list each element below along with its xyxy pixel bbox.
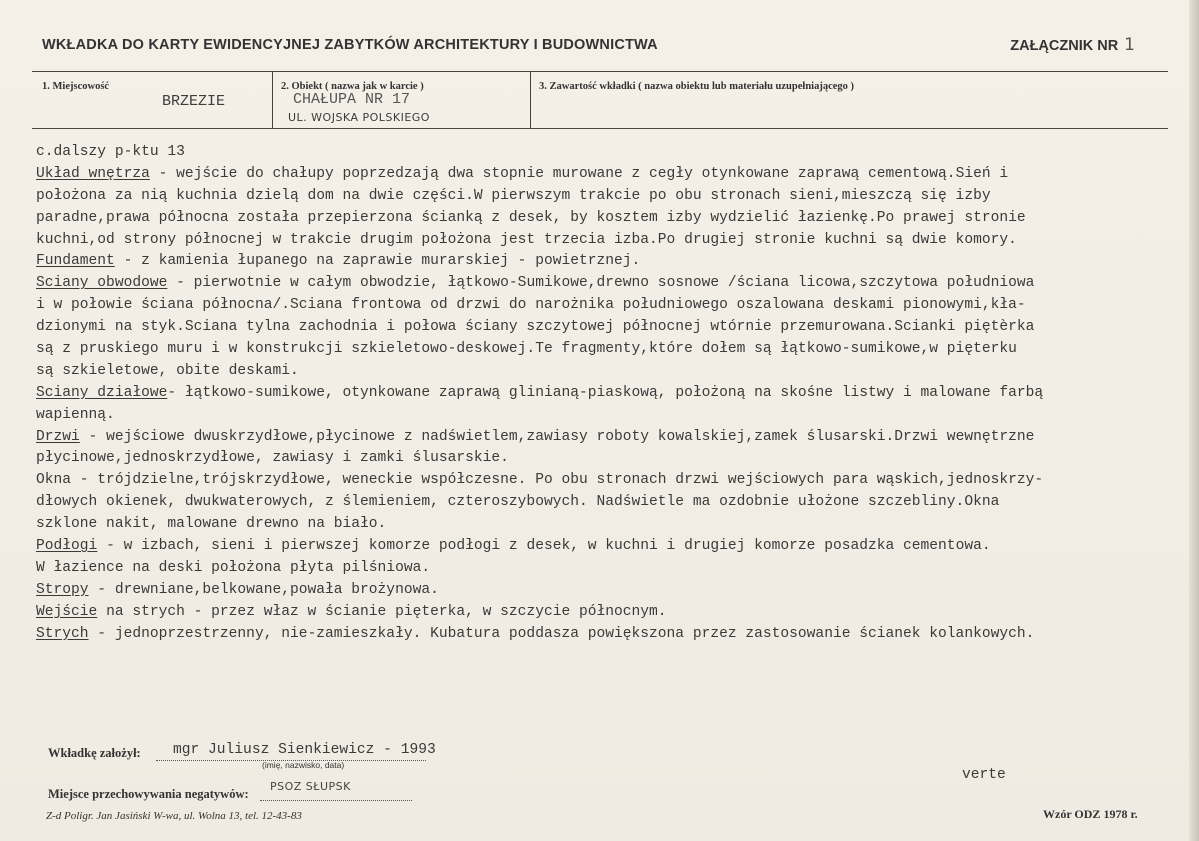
form-model: Wzór ODZ 1978 r.	[1043, 807, 1138, 821]
section-text: - wejściowe dwuskrzydłowe,płycinowe z nadświetlem,zawiasy roboty kowalskiej,zamek ślusarski.Drzwi wewnętrzne	[79, 428, 1035, 445]
text-line: są z pruskiego muru i w konstrukcji szkieletowo-deskowej.Te fragmenty,które dołem są łątkowo-sumikowe,w pięterku	[36, 341, 1017, 358]
text-line	[36, 580, 1186, 602]
author-caption: (imię, nazwisko, data)	[262, 760, 345, 770]
text-line: dzionymi na styk.Sciana tylna zachodnia i połowa ściany szczytowej północnej wtórnie przemurowana.Scianki piętèrka	[36, 319, 1035, 336]
contents-label: 3. Zawartość wkładki ( nazwa obiektu lub materiału uzupełniającego )	[539, 81, 855, 92]
printer-imprint: Z-d Poligr. Jan Jasiński W-wa, ul. Wolna 13, tel. 12-43-83	[46, 810, 302, 822]
section-heading: Wejście	[36, 603, 98, 620]
section-text: - z kamienia łupanego na zaprawie murarskiej - powietrznej.	[114, 253, 641, 270]
text-line: są szkieletowe, obite deskami.	[36, 362, 299, 379]
text-line: W łazience na deski położona płyta pilśniowa.	[36, 559, 431, 576]
author-value: mgr Juliusz Sienkiewicz - 1993	[173, 742, 436, 758]
negatives-value: PSOZ SŁUPSK	[270, 780, 351, 793]
text-line: płycinowe,jednoskrzydłowe, zawiasy i zamki ślusarskie.	[36, 450, 509, 467]
section-heading: Układ wnętrza	[36, 165, 150, 182]
verte-note: verte	[962, 767, 1006, 783]
section-heading: Sciany obwodowe	[36, 275, 168, 292]
text-line	[36, 624, 1186, 646]
section-text: - łątkowo-sumikowe, otynkowane zaprawą glinianą-piaskową, położoną na skośne listwy i malowane farbą	[167, 384, 1044, 401]
text-line: c.dalszy p-ktu 13	[36, 144, 185, 160]
negatives-dotted-line	[260, 800, 412, 801]
identification-row	[32, 71, 1168, 129]
text-line	[36, 427, 1186, 449]
appendix-label-text: ZAŁĄCZNIK NR	[1010, 38, 1119, 54]
text-line: położona za nią kuchnia dzielą dom na dwie części.W pierwszym trakcie po obu stronach sieni,mieszczą się izby	[36, 187, 991, 204]
section-text: - drewniane,belkowane,powała brożynowa.	[88, 581, 439, 598]
text-line: i w połowie ściana północna/.Sciana frontowa od drzwi do narożnika południowego oszalowana deskami pionowymi,kła-	[36, 297, 1026, 314]
text-line: Okna - trójdzielne,trójskrzydłowe, weneckie współczesne. Po obu stronach drzwi wejściowych para wąskich,jednoskrzy-	[36, 472, 1044, 489]
text-line: wapienną.	[36, 406, 115, 423]
negatives-label: Miejsce przechowywania negatywów:	[48, 787, 249, 801]
section-heading: Drzwi	[36, 428, 80, 445]
section-text: - pierwotnie w całym obwodzie, łątkowo-Sumikowe,drewno sosnowe /ściana licowa,szczytowa południowa	[167, 275, 1035, 292]
form-title: WKŁADKA DO KARTY EWIDENCYJNEJ ZABYTKÓW ARCHITEKTURY I BUDOWNICTWA	[42, 37, 658, 53]
text-line	[36, 273, 1186, 295]
section-text: - w izbach, sieni i pierwszej komorze podłogi z desek, w kuchni i drugiej komorze posadzka cementowa.	[97, 538, 991, 555]
text-line: kuchni,od strony północnej w trakcie drugim położona jest trzecia izba.Po drugiej stronie kuchni są dwie komory.	[36, 231, 1017, 248]
place-label: 1. Miejscowość	[42, 81, 110, 92]
section-heading: Sciany działowe	[36, 384, 168, 401]
place-cell	[32, 72, 272, 128]
section-heading: Podłogi	[36, 538, 98, 555]
text-line	[36, 536, 1186, 558]
object-street: UL. WOJSKA POLSKIEGO	[288, 111, 430, 124]
paper-edge	[1189, 0, 1199, 841]
text-line: szklone nakit, malowane drewno na biało.	[36, 516, 387, 533]
object-value: CHAŁUPA NR 17	[293, 91, 411, 108]
appendix-number: 1	[1124, 35, 1135, 55]
text-line: dłowych okienek, dwukwaterowych, z ślemieniem, czteroszybowych. Nadświetle ma ozdobnie ułożone szczebliny.Okna	[36, 494, 1000, 511]
contents-cell	[530, 72, 1169, 128]
section-heading: Fundament	[36, 253, 115, 270]
section-text: na strych - przez właz w ścianie pięterka, w szczycie północnym.	[97, 603, 667, 620]
text-line	[36, 164, 1186, 186]
section-text: - jednoprzestrzenny, nie-zamieszkały. Kubatura poddasza powiększona przez zastosowanie ścianek kolankowych.	[88, 625, 1035, 642]
section-text: - wejście do chałupy poprzedzają dwa stopnie murowane z cegły otynkowane zaprawą cementową.Sień i	[149, 165, 1009, 182]
object-cell	[272, 72, 531, 128]
section-heading: Stropy	[36, 581, 89, 598]
section-heading: Strych	[36, 625, 89, 642]
text-line	[36, 251, 1186, 273]
text-line	[36, 602, 1186, 624]
appendix-label	[1010, 35, 1135, 55]
description-text	[36, 142, 1186, 645]
text-line	[36, 383, 1186, 405]
place-value: BRZEZIE	[162, 93, 226, 110]
author-label: Wkładkę założył:	[48, 746, 141, 760]
object-label: 2. Obiekt ( nazwa jak w karcie )	[281, 81, 424, 92]
text-line: paradne,prawa północna została przepierzona ścianką z desek, by kosztem izby wydzielić łazienkę.Po prawej stronie	[36, 209, 1026, 226]
